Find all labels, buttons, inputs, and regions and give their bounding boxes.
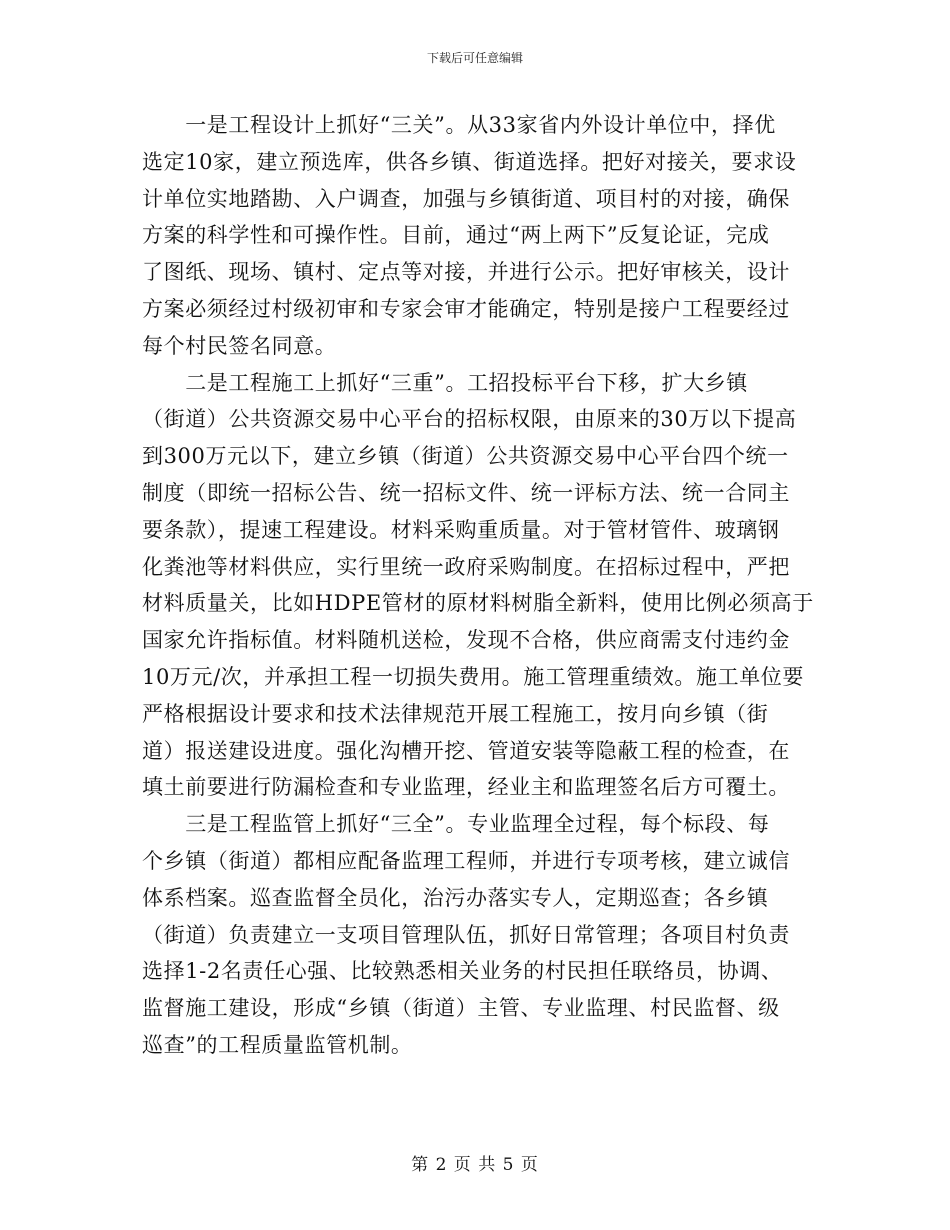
body-line: 道）报送建设进度。强化沟槽开挖、管道安装等隐蔽工程的检查，在 [142, 738, 790, 763]
body-line: 到300万元以下，建立乡镇（街道）公共资源交易中心平台四个统一 [142, 444, 789, 469]
body-line: 要条款），提速工程建设。材料采购重质量。对于管材管件、玻璃钢 [142, 517, 780, 542]
body-line: 填土前要进行防漏检查和专业监理，经业主和监理签名后方可覆土。 [142, 775, 790, 800]
body-line: 每个村民签名同意。 [142, 333, 337, 358]
body-line: 一是工程设计上抓好“三关”。从33家省内外设计单位中，择优 [142, 113, 776, 137]
body-line: 制度（即统一招标公告、统一招标文件、统一评标方法、统一合同主 [142, 480, 790, 505]
body-line: 10万元/次，并承担工程一切损失费用。施工管理重绩效。施工单位要 [142, 664, 804, 689]
body-line: 个乡镇（街道）都相应配备监理工程师，并进行专项考核，建立诚信 [142, 848, 790, 873]
body-line: 三是工程监管上抓好“三全”。专业监理全过程，每个标段、每 [142, 812, 770, 837]
body-line: （街道）公共资源交易中心平台的招标权限，由原来的30万以下提高 [142, 407, 797, 432]
body-line: 监督施工建设，形成“乡镇（街道）主管、专业监理、村民监督、级 [142, 996, 780, 1021]
body-line: （街道）负责建立一支项目管理队伍，抓好日常管理；各项目村负责 [142, 922, 790, 947]
body-line: 严格根据设计要求和技术法律规范开展工程施工，按月向乡镇（街 [142, 701, 769, 726]
body-line: 方案必须经过村级初审和专家会审才能确定，特别是接户工程要经过 [142, 296, 790, 321]
body-line: 方案的科学性和可操作性。目前，通过“两上两下”反复论证，完成 [142, 223, 770, 248]
body-line: 二是工程施工上抓好“三重”。工招投标平台下移，扩大乡镇 [142, 370, 748, 395]
page-header: 下载后可任意编辑 [426, 51, 523, 65]
page-number-footer: 第 2 页 共 5 页 [411, 1155, 539, 1175]
document-body [142, 107, 814, 1064]
body-line: 了图纸、现场、镇村、定点等对接，并进行公示。把好审核关，设计 [142, 260, 790, 285]
body-line: 巡查”的工程质量监管机制。 [142, 1032, 413, 1057]
body-line: 材料质量关，比如HDPE管材的原材料树脂全新料，使用比例必须高于 [142, 591, 814, 616]
body-line: 计单位实地踏勘、入户调查，加强与乡镇街道、项目村的对接，确保 [142, 186, 790, 211]
body-line: 体系档案。巡查监督全员化，治污办落实专人，定期巡查；各乡镇 [142, 885, 769, 910]
body-line: 选择1-2名责任心强、比较熟悉相关业务的村民担任联络员，协调、 [142, 959, 783, 984]
body-line: 化粪池等材料供应，实行里统一政府采购制度。在招标过程中，严把 [142, 554, 790, 579]
body-line: 选定10家，建立预选库，供各乡镇、街道选择。把好对接关，要求设 [142, 149, 797, 174]
body-line: 国家允许指标值。材料随机送检，发现不合格，供应商需支付违约金 [142, 628, 790, 653]
